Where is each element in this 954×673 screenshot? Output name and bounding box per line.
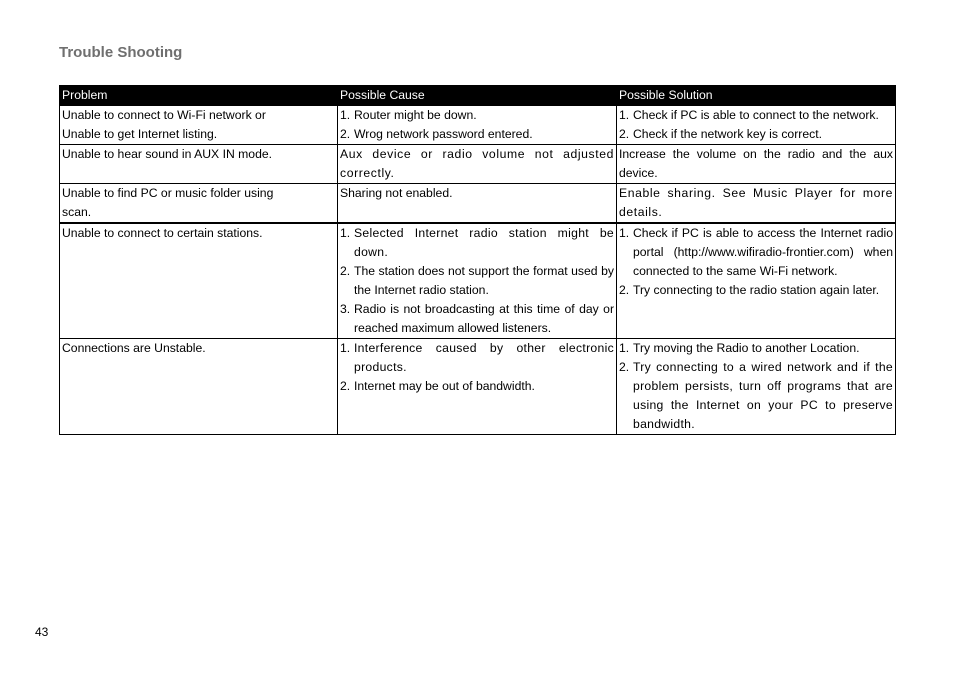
list-item (619, 106, 893, 125)
item-number: 2. (340, 127, 351, 141)
cause-cell (338, 106, 617, 145)
list-item (619, 281, 893, 300)
cause-cell: Aux device or radio volume not adjusted correctly. (338, 145, 617, 184)
item-text: Wrog network password entered. (354, 127, 533, 141)
solution-list (619, 106, 893, 144)
list-item (619, 339, 893, 358)
header-possible-solution: Possible Solution (617, 86, 896, 106)
solution-cell (617, 223, 896, 339)
item-number: 1. (619, 108, 630, 122)
list-item (340, 339, 614, 377)
list-item (619, 224, 893, 281)
item-text: Radio is not broadcasting at this time of day or reached maximum allowed listeners. (354, 302, 614, 335)
solution-cell: Increase the volume on the radio and the aux device. (617, 145, 896, 184)
troubleshooting-table (59, 85, 896, 435)
problem-cell: Connections are Unstable. (60, 339, 338, 435)
table-row (60, 106, 896, 145)
item-number: 1. (340, 341, 351, 355)
problem-cell: Unable to connect to Wi-Fi network or Unable to get Internet listing. (60, 106, 338, 145)
list-item (340, 224, 614, 262)
item-text: Check if PC is able to access the Internet radio portal (http://www.wifiradio-frontier.com) when connected to the same Wi-Fi network. (633, 226, 893, 278)
cause-cell (338, 339, 617, 435)
item-text: The station does not support the format used by the Internet radio station. (354, 264, 614, 297)
cause-list (340, 339, 614, 396)
cause-list (340, 106, 614, 144)
solution-list (619, 339, 893, 434)
cause-cell: Sharing not enabled. (338, 184, 617, 224)
list-item (340, 106, 614, 125)
list-item (340, 125, 614, 144)
list-item (340, 300, 614, 338)
item-number: 2. (619, 283, 630, 297)
page-number: 43 (35, 625, 49, 639)
item-number: 2. (340, 379, 351, 393)
item-text: Try connecting to a wired network and if the problem persists, turn off programs that are using the Internet on your PC to preserve bandwidth. (633, 360, 893, 431)
item-number: 1. (340, 108, 351, 122)
solution-list (619, 224, 893, 300)
item-text: Selected Internet radio station might be down. (354, 226, 614, 259)
table-row (60, 223, 896, 339)
table-row (60, 339, 896, 435)
page-title: Trouble Shooting (59, 44, 183, 61)
solution-cell (617, 339, 896, 435)
item-number: 2. (340, 264, 351, 278)
problem-cell: Unable to find PC or music folder using scan. (60, 184, 338, 224)
problem-cell: Unable to hear sound in AUX IN mode. (60, 145, 338, 184)
item-text: Interference caused by other electronic products. (354, 341, 614, 374)
cause-cell (338, 223, 617, 339)
cause-list (340, 224, 614, 338)
list-item (619, 125, 893, 144)
item-text: Try connecting to the radio station again later. (633, 283, 880, 297)
item-number: 3. (340, 302, 351, 316)
item-number: 2. (619, 360, 630, 374)
list-item (619, 358, 893, 434)
table-header-row (60, 86, 896, 106)
item-text: Internet may be out of bandwidth. (354, 379, 535, 393)
item-number: 1. (619, 226, 630, 240)
item-text: Router might be down. (354, 108, 477, 122)
header-possible-cause: Possible Cause (338, 86, 617, 106)
list-item (340, 377, 614, 396)
item-number: 1. (619, 341, 630, 355)
item-text: Try moving the Radio to another Location. (633, 341, 860, 355)
item-number: 1. (340, 226, 351, 240)
header-problem: Problem (60, 86, 338, 106)
table-row (60, 145, 896, 184)
problem-cell: Unable to connect to certain stations. (60, 223, 338, 339)
solution-cell: Enable sharing. See Music Player for more details. (617, 184, 896, 224)
table-row (60, 184, 896, 224)
item-text: Check if the network key is correct. (633, 127, 822, 141)
list-item (340, 262, 614, 300)
item-text: Check if PC is able to connect to the network. (633, 108, 879, 122)
solution-cell (617, 106, 896, 145)
item-number: 2. (619, 127, 630, 141)
